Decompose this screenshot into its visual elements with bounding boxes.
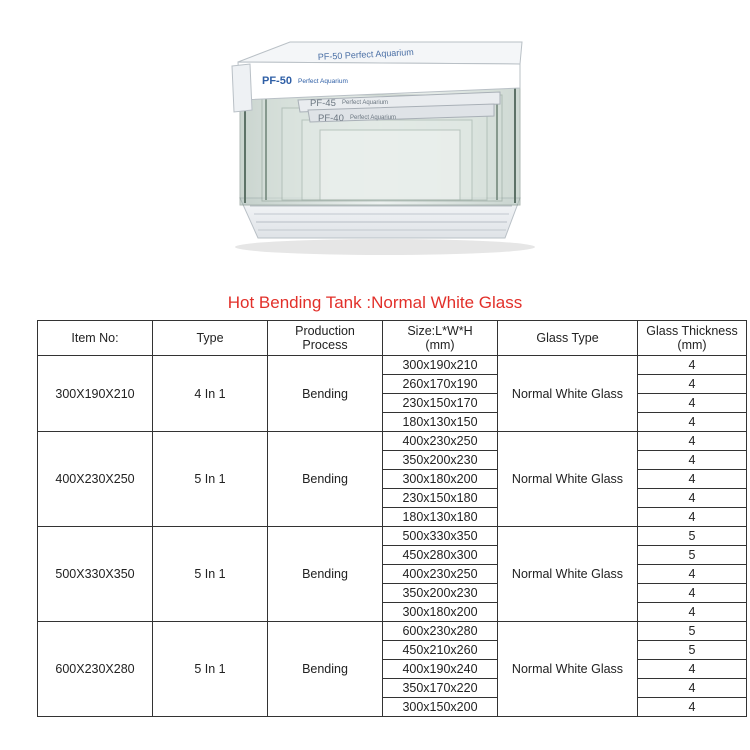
lid-label-pf40: PF-40 xyxy=(318,113,344,124)
cell-thickness: 4 xyxy=(638,413,747,432)
header-item: Item No: xyxy=(38,321,153,356)
lid-label-pf45: PF-45 xyxy=(310,98,336,109)
cell-size: 180x130x180 xyxy=(383,508,498,527)
cell-size: 400x230x250 xyxy=(383,432,498,451)
cell-size: 400x230x250 xyxy=(383,565,498,584)
table-row xyxy=(38,527,747,546)
cell-size: 450x210x260 xyxy=(383,641,498,660)
cell-process: Bending xyxy=(268,527,383,622)
cell-thickness: 4 xyxy=(638,565,747,584)
header-type: Type xyxy=(153,321,268,356)
cell-glass-type: Normal White Glass xyxy=(498,432,638,527)
lid-side xyxy=(232,64,252,112)
cell-item-no: 300X190X210 xyxy=(38,356,153,432)
table-row xyxy=(38,432,747,451)
header-size: Size:L*W*H (mm) xyxy=(383,321,498,356)
cell-type: 5 In 1 xyxy=(153,432,268,527)
cell-thickness: 4 xyxy=(638,660,747,679)
lid-label-pf45-sub: Perfect Aquarium xyxy=(342,100,389,106)
cell-process: Bending xyxy=(268,432,383,527)
cell-size: 450x280x300 xyxy=(383,546,498,565)
cell-item-no: 600X230X280 xyxy=(38,622,153,717)
cell-size: 350x200x230 xyxy=(383,451,498,470)
spec-table xyxy=(37,320,747,717)
cell-thickness: 4 xyxy=(638,584,747,603)
table-header-row xyxy=(38,321,747,356)
cell-type: 5 In 1 xyxy=(153,622,268,717)
cell-size: 260x170x190 xyxy=(383,375,498,394)
cell-size: 600x230x280 xyxy=(383,622,498,641)
header-glass-type: Glass Type xyxy=(498,321,638,356)
cell-thickness: 4 xyxy=(638,432,747,451)
cell-item-no: 500X330X350 xyxy=(38,527,153,622)
cell-size: 300x150x200 xyxy=(383,698,498,717)
cell-item-no: 400X230X250 xyxy=(38,432,153,527)
cell-thickness: 4 xyxy=(638,356,747,375)
lid-label-pf50-sub: Perfect Aquarium xyxy=(298,78,348,85)
cell-size: 230x150x180 xyxy=(383,489,498,508)
cell-thickness: 5 xyxy=(638,622,747,641)
cell-thickness: 4 xyxy=(638,698,747,717)
cell-thickness: 4 xyxy=(638,603,747,622)
table-body xyxy=(38,356,747,717)
cell-process: Bending xyxy=(268,356,383,432)
cell-thickness: 4 xyxy=(638,451,747,470)
cell-thickness: 4 xyxy=(638,508,747,527)
lid-label-pf40-sub: Perfect Aquarium xyxy=(350,115,397,121)
shadow xyxy=(235,239,535,255)
cell-thickness: 5 xyxy=(638,641,747,660)
lid-label-pf50: PF-50 xyxy=(262,75,292,87)
cell-thickness: 4 xyxy=(638,375,747,394)
cell-size: 300x180x200 xyxy=(383,470,498,489)
cell-thickness: 4 xyxy=(638,679,747,698)
table-row xyxy=(38,356,747,375)
cell-size: 300x180x200 xyxy=(383,603,498,622)
cell-type: 5 In 1 xyxy=(153,527,268,622)
cell-type: 4 In 1 xyxy=(153,356,268,432)
header-process: Production Process xyxy=(268,321,383,356)
page-title: Hot Bending Tank :Normal White Glass xyxy=(227,293,523,312)
header-thickness: Glass Thickness (mm) xyxy=(638,321,747,356)
cell-process: Bending xyxy=(268,622,383,717)
cell-size: 230x150x170 xyxy=(383,394,498,413)
cell-thickness: 4 xyxy=(638,394,747,413)
cell-size: 350x170x220 xyxy=(383,679,498,698)
cell-size: 500x330x350 xyxy=(383,527,498,546)
cell-size: 180x130x150 xyxy=(383,413,498,432)
product-image xyxy=(0,0,750,290)
cell-glass-type: Normal White Glass xyxy=(498,622,638,717)
glass-tank-inner xyxy=(320,130,460,200)
cell-thickness: 5 xyxy=(638,546,747,565)
cell-size: 400x190x240 xyxy=(383,660,498,679)
cell-thickness: 4 xyxy=(638,470,747,489)
cell-size: 300x190x210 xyxy=(383,356,498,375)
cell-size: 350x200x230 xyxy=(383,584,498,603)
lid-label-top: PF-50 Perfect Aquarium xyxy=(317,46,415,62)
table-row xyxy=(38,622,747,641)
cell-thickness: 4 xyxy=(638,489,747,508)
cell-glass-type: Normal White Glass xyxy=(498,527,638,622)
cell-thickness: 5 xyxy=(638,527,747,546)
cell-glass-type: Normal White Glass xyxy=(498,356,638,432)
